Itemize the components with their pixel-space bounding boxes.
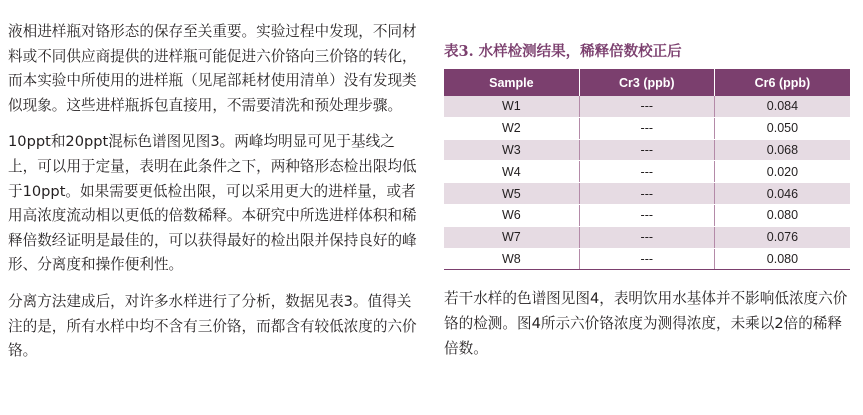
table-row [444, 139, 850, 161]
header-cr3: Cr3 (ppb) [579, 69, 714, 96]
left-text-column [8, 20, 418, 376]
cell-cr3: --- [579, 139, 714, 161]
cell-cr3: --- [579, 204, 714, 226]
paragraph-sample-analysis: 分离方法建成后，对许多水样进行了分析，数据见表3。值得关注的是，所有水样中均不含有三价铬，而都含有较低浓度的六价铬。 [8, 292, 417, 360]
cell-sample: W6 [444, 204, 579, 226]
cell-sample: W4 [444, 161, 579, 183]
cell-cr6: 0.050 [714, 117, 850, 139]
header-sample: Sample [444, 69, 579, 96]
cell-cr3: --- [579, 183, 714, 205]
table-row [444, 161, 850, 183]
cell-cr6: 0.084 [714, 96, 850, 117]
paragraph-vial-storage: 液相进样瓶对铬形态的保存至关重要。实验过程中发现，不同材料或不同供应商提供的进样瓶可能促进六价铬向三价铬的转化，而本实验中所使用的进样瓶（见尾部耗材使用清单）没有发现类似现象。这些进样瓶拆包直接用，不需要清洗和预处理步骤。 [8, 23, 417, 114]
table-row [444, 226, 850, 248]
cell-cr3: --- [579, 226, 714, 248]
paragraph-detection-limit: 10ppt和20ppt混标色谱图见图3。两峰均明显可见于基线之上，可以用于定量，表明在此条件之下，两种铬形态检出限均低于10ppt。如果需要更低检出限，可以采用更大的进样量，或者用高浓度流动相以更低的倍数稀释。本研究中所选进样体积和稀释倍数经证明是最佳的，可以获得最好的检出限并保持良好的峰形、分离度和操作便利性。 [8, 133, 417, 274]
results-table [444, 69, 850, 270]
cell-sample: W7 [444, 226, 579, 248]
cell-sample: W8 [444, 248, 579, 270]
cell-sample: W5 [444, 183, 579, 205]
cell-cr6: 0.020 [714, 161, 850, 183]
cell-sample: W1 [444, 96, 579, 117]
paragraph-chromatogram-note: 若干水样的色谱图见图4，表明饮用水基体并不影响低浓度六价铬的检测。图4所示六价铬浓度为测得浓度，未乘以2倍的稀释倍数。 [444, 290, 848, 357]
cell-cr3: --- [579, 248, 714, 270]
cell-cr6: 0.076 [714, 226, 850, 248]
table-row [444, 117, 850, 139]
header-cr6: Cr6 (ppb) [714, 69, 850, 96]
table-row [444, 204, 850, 226]
cell-cr6: 0.046 [714, 183, 850, 205]
table-row [444, 248, 850, 270]
cell-cr6: 0.080 [714, 204, 850, 226]
cell-cr3: --- [579, 96, 714, 117]
cell-cr6: 0.068 [714, 139, 850, 161]
table-header-row [444, 69, 850, 96]
cell-cr6: 0.080 [714, 248, 850, 270]
cell-sample: W2 [444, 117, 579, 139]
cell-cr3: --- [579, 161, 714, 183]
table-row [444, 96, 850, 117]
cell-cr3: --- [579, 117, 714, 139]
cell-sample: W3 [444, 139, 579, 161]
right-text-column [444, 286, 856, 361]
table-row [444, 183, 850, 205]
table-caption: 表3. 水样检测结果，稀释倍数校正后 [444, 43, 682, 60]
